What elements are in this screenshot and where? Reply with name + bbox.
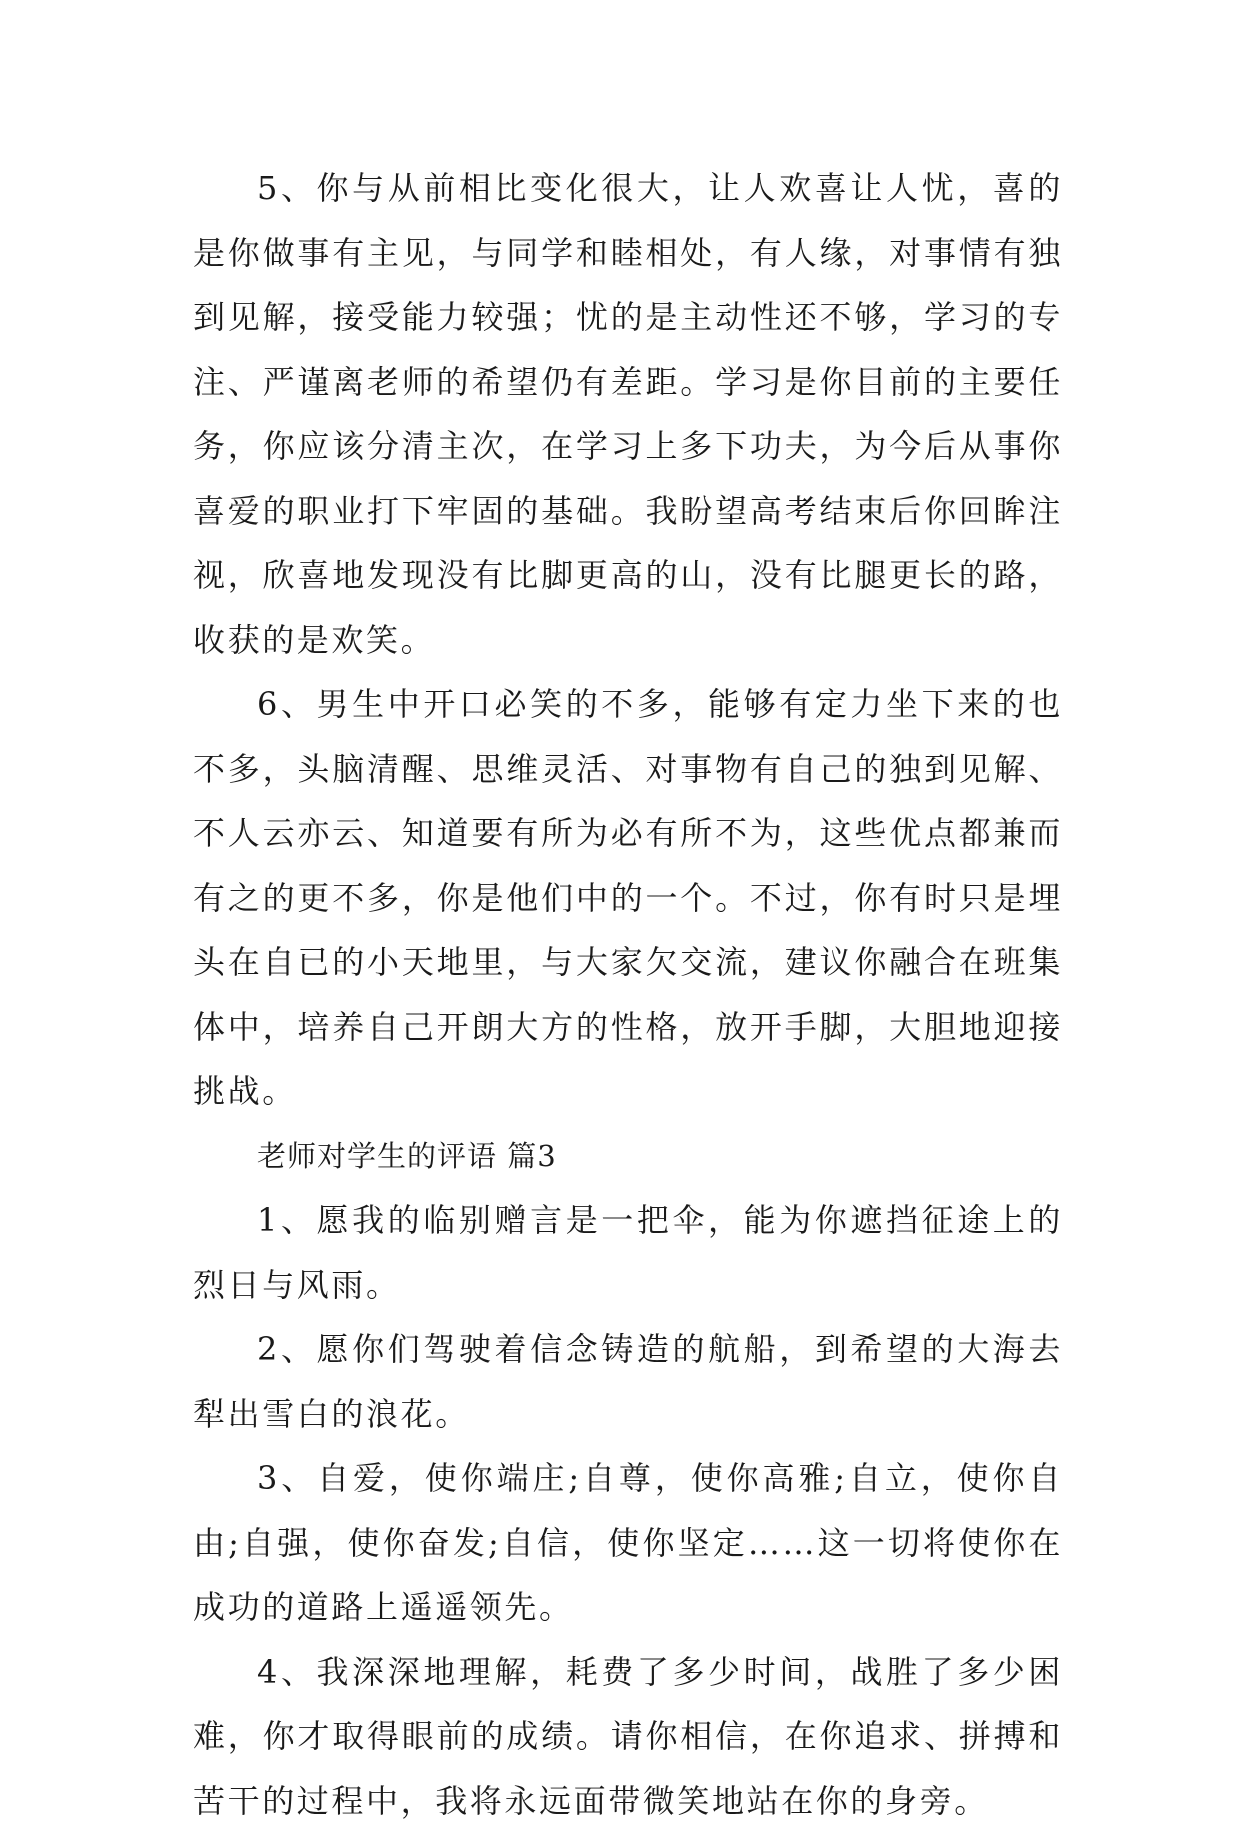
paragraph-comment-5: 5、你与从前相比变化很大，让人欢喜让人忧，喜的是你做事有主见，与同学和睦相处，有人缘，对事情有独到见解，接受能力较强；忧的是主动性还不够，学习的专注、严谨离老师的希望仍有差距。学习是你目前的主要任务，你应该分清主次，在学习上多下功夫，为今后从事你喜爱的职业打下牢固的基础。我盼望高考结束后你回眸注视，欣喜地发现没有比脚更高的山，没有比腿更长的路，收获的是欢笑。 <box>193 156 1063 672</box>
paragraph-comment-6: 6、男生中开口必笑的不多，能够有定力坐下来的也不多，头脑清醒、思维灵活、对事物有自己的独到见解、不人云亦云、知道要有所为必有所不为，这些优点都兼而有之的更不多，你是他们中的一个。不过，你有时只是埋头在自已的小天地里，与大家欠交流，建议你融合在班集体中，培养自己开朗大方的性格，放开手脚，大胆地迎接挑战。 <box>193 672 1063 1124</box>
paragraph-comment-1: 1、愿我的临别赠言是一把伞，能为你遮挡征途上的烈日与风雨。 <box>193 1188 1063 1317</box>
paragraph-comment-4: 4、我深深地理解，耗费了多少时间，战胜了多少困难，你才取得眼前的成绩。请你相信，在你追求、拼搏和苦干的过程中，我将永远面带微笑地站在你的身旁。 <box>193 1640 1063 1833</box>
paragraph-comment-2: 2、愿你们驾驶着信念铸造的航船，到希望的大海去犁出雪白的浪花。 <box>193 1317 1063 1446</box>
document-body <box>193 156 1063 1833</box>
paragraph-comment-3: 3、自爱，使你端庄;自尊，使你高雅;自立，使你自由;自强，使你奋发;自信，使你坚定……这一切将使你在成功的道路上遥遥领先。 <box>193 1446 1063 1640</box>
section-heading: 老师对学生的评语 篇3 <box>193 1124 1063 1189</box>
